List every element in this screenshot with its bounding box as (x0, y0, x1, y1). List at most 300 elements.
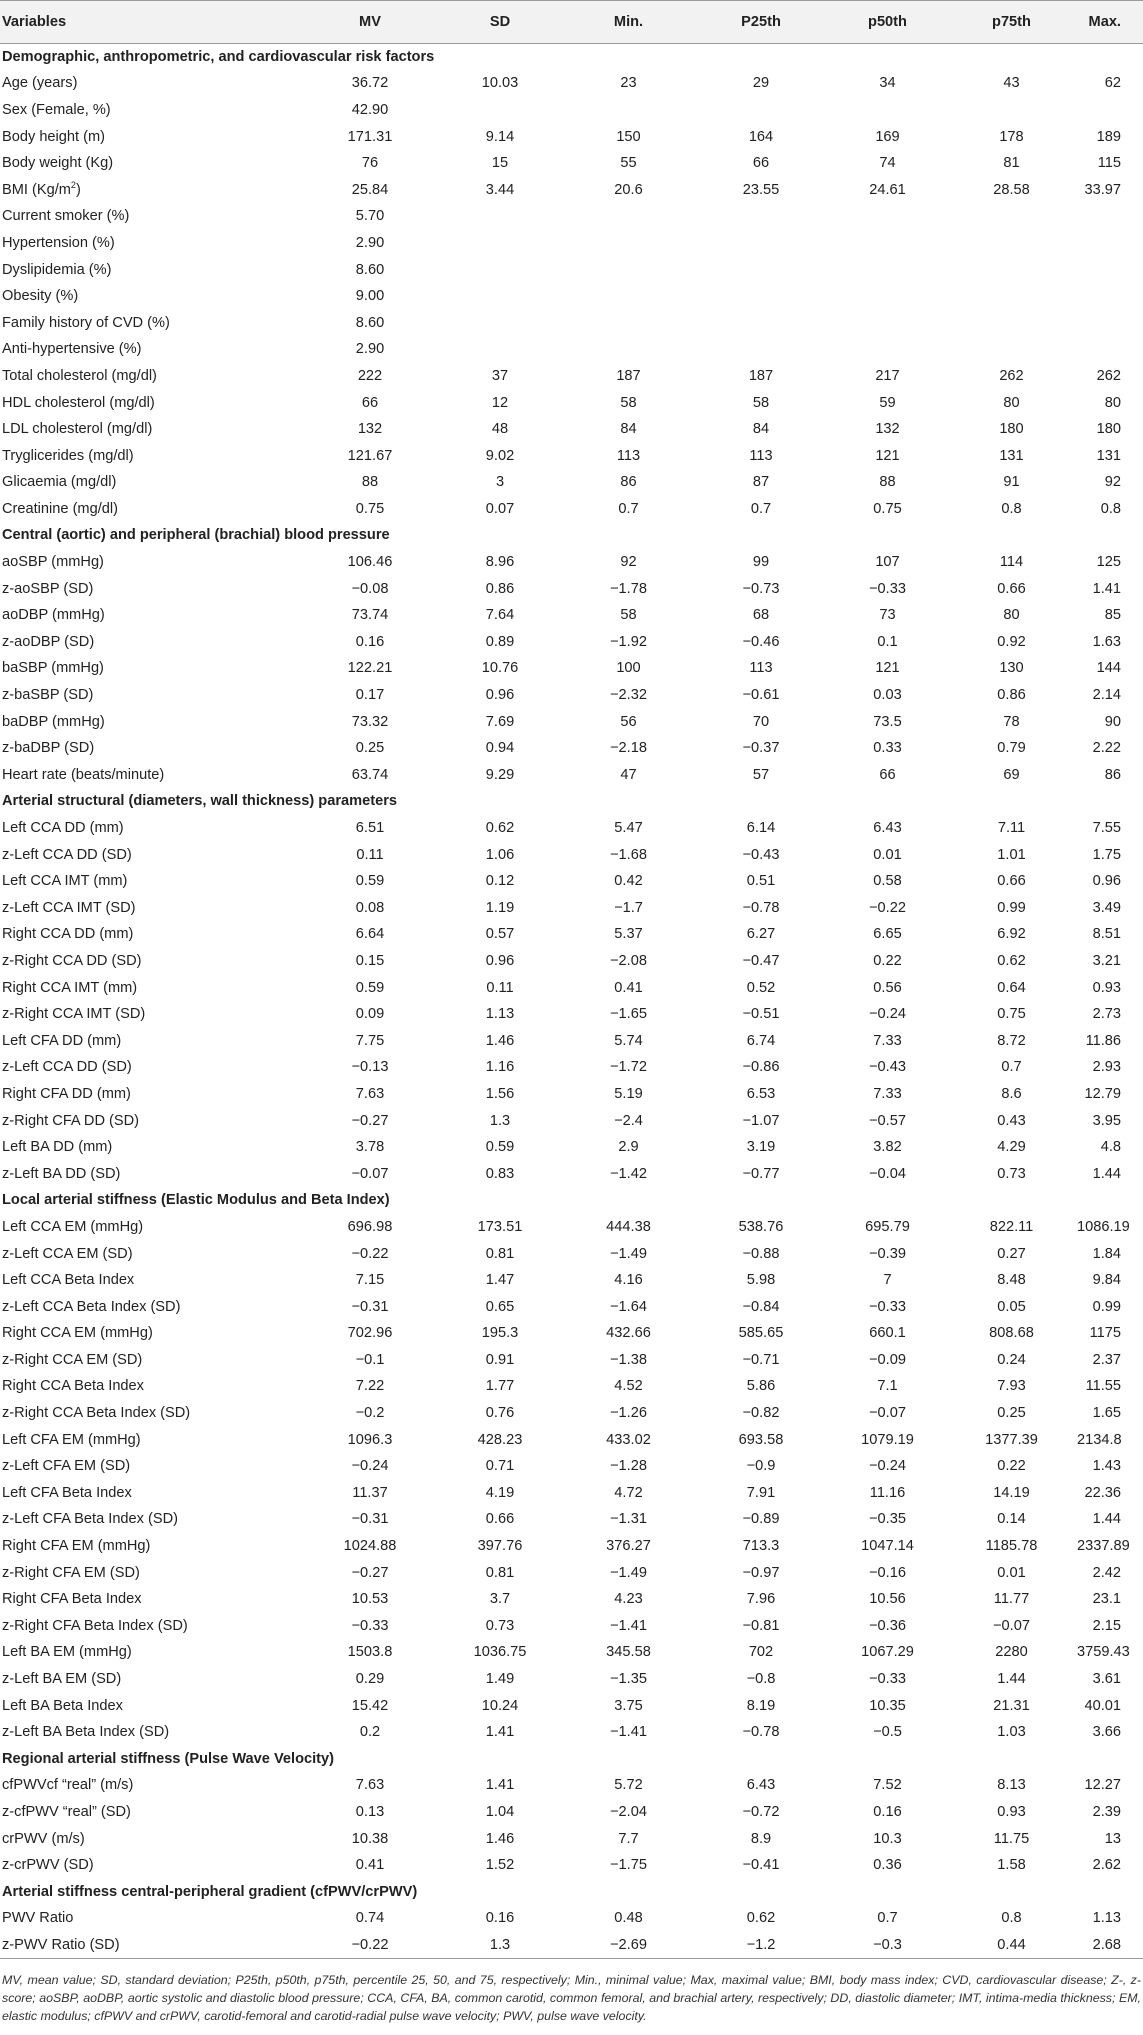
cell-p75: 14.19 (993, 1484, 1030, 1501)
table-row (0, 868, 1143, 895)
table-row (0, 815, 1143, 842)
cell-sd: 1036.75 (473, 1644, 527, 1661)
cell-p25 (697, 203, 825, 230)
cell-max: 3.61 (1092, 1671, 1121, 1688)
cell-sd: 9.29 (485, 766, 515, 783)
cell-max (1073, 336, 1143, 363)
cell-max: 11.55 (1085, 1378, 1121, 1395)
cell-p50: −0.43 (869, 1059, 906, 1076)
cell-mv: 25.84 (351, 181, 389, 198)
cell-max: 2.68 (1073, 1932, 1143, 1959)
cell-p50: 0.1 (877, 633, 898, 650)
cell-p25: −0.9 (746, 1458, 776, 1475)
cell-p50: 6.65 (873, 926, 902, 943)
cell-variable: z-crPWV (SD) (2, 1857, 94, 1874)
table-row (0, 469, 1143, 496)
cell-sd: 0.83 (485, 1165, 515, 1182)
table-row (0, 629, 1143, 656)
cell-p75: 69 (1003, 766, 1020, 783)
cell-sd (440, 336, 560, 363)
cell-p25: 66 (752, 155, 770, 172)
cell-min: −1.35 (610, 1671, 647, 1688)
header-mv: MV (300, 1, 440, 44)
cell-p75: 81 (1003, 155, 1020, 172)
table-row (0, 655, 1143, 682)
cell-min: −1.92 (610, 633, 647, 650)
cell-variable: Left CFA DD (mm) (2, 1032, 122, 1049)
section-header-row (0, 522, 1143, 549)
table-row (0, 1932, 1143, 1959)
cell-p75: 0.93 (997, 1803, 1026, 1820)
table-row (0, 97, 1143, 124)
cell-max: 144 (1096, 660, 1121, 677)
cell-min: 100 (616, 660, 641, 677)
cell-max: 189 (1096, 128, 1121, 145)
section-title: Demographic, anthropometric, and cardiovascular risk factors (2, 49, 435, 66)
cell-mv: 8.60 (355, 314, 385, 331)
cell-p75: 0.8 (1001, 500, 1022, 517)
cell-sd: 0.89 (485, 633, 515, 650)
section-header-row (0, 788, 1143, 815)
cell-p50: 169 (875, 128, 900, 145)
cell-mv: 0.75 (355, 500, 385, 517)
cell-sd: 1.06 (485, 846, 515, 863)
cell-p25: 8.19 (746, 1697, 776, 1714)
cell-max (1073, 203, 1143, 230)
cell-p25: −0.61 (742, 687, 780, 704)
cell-p25: −0.86 (742, 1059, 780, 1076)
cell-p50: 660.1 (869, 1325, 906, 1342)
cell-min: −1.68 (610, 846, 647, 863)
cell-sd: 9.14 (485, 128, 515, 145)
cell-variable: Glicaemia (mg/dl) (2, 474, 117, 491)
cell-sd: 0.94 (485, 740, 515, 757)
cell-variable: aoSBP (mmHg) (2, 554, 104, 571)
cell-variable: Hypertension (%) (2, 234, 115, 251)
cell-p50: 10.3 (873, 1830, 902, 1847)
cell-sd: 1.77 (485, 1378, 515, 1395)
cell-variable: Tryglicerides (mg/dl) (2, 447, 134, 464)
cell-variable: z-Left BA DD (SD) (2, 1165, 121, 1182)
cell-variable: Family history of CVD (%) (2, 314, 170, 331)
table-row (0, 230, 1143, 257)
header-variables: Variables (0, 1, 300, 44)
section-title: Regional arterial stiffness (Pulse Wave Velocity) (2, 1750, 334, 1767)
cell-max: 2.14 (1092, 687, 1121, 704)
table-row (0, 1506, 1143, 1533)
cell-mv: 76 (361, 155, 379, 172)
cell-mv: 7.63 (355, 1777, 385, 1794)
cell-mv: 7.15 (355, 1272, 385, 1289)
cell-variable: Right CCA IMT (mm) (2, 979, 138, 996)
cell-mv: 0.59 (355, 979, 385, 996)
cell-max (1073, 283, 1143, 310)
cell-sd: 1.3 (489, 1112, 511, 1129)
cell-min: 92 (620, 554, 637, 571)
cell-mv: 11.37 (352, 1484, 388, 1501)
cell-min: −2.32 (610, 687, 647, 704)
cell-mv: −0.07 (351, 1165, 389, 1182)
cell-sd (440, 230, 560, 257)
cell-p50: 121 (875, 660, 900, 677)
cell-min: 86 (620, 474, 637, 491)
cell-p25 (697, 97, 825, 124)
table-row (0, 1426, 1143, 1453)
cell-p75: 0.8 (1001, 1910, 1022, 1927)
section-header-row (0, 1187, 1143, 1214)
cell-max: 90 (1104, 713, 1121, 730)
cell-mv: 66 (361, 394, 379, 411)
cell-variable: z-cfPWV “real” (SD) (2, 1803, 131, 1820)
cell-max: 86 (1104, 766, 1121, 783)
cell-min: −1.64 (610, 1298, 647, 1315)
cell-variable: Sex (Female, %) (2, 101, 111, 118)
cell-mv: 73.32 (351, 713, 389, 730)
cell-variable: Left CCA IMT (mm) (2, 873, 128, 890)
cell-variable: Anti-hypertensive (%) (2, 341, 142, 358)
cell-p25: 693.58 (738, 1431, 784, 1448)
cell-max: 80 (1104, 394, 1121, 411)
cell-variable: Current smoker (%) (2, 208, 130, 225)
cell-min: 187 (616, 367, 641, 384)
cell-p25: −0.82 (742, 1405, 780, 1422)
cell-p50: 6.43 (873, 820, 902, 837)
cell-variable: z-Left CCA EM (SD) (2, 1245, 133, 1262)
cell-sd: 1.52 (485, 1857, 515, 1874)
cell-p25: −1.07 (742, 1112, 780, 1129)
cell-variable: z-Right CFA Beta Index (SD) (2, 1617, 188, 1634)
cell-p75: 130 (999, 660, 1024, 677)
cell-min: 47 (620, 766, 637, 783)
cell-p75: 0.7 (1001, 1059, 1022, 1076)
cell-sd: 9.02 (485, 447, 515, 464)
cell-mv: 42.90 (351, 101, 389, 118)
cell-p50: 10.56 (869, 1591, 906, 1608)
cell-variable: PWV Ratio (2, 1910, 74, 1927)
table-row (0, 389, 1143, 416)
cell-p25: −0.97 (742, 1564, 780, 1581)
cell-min: 150 (616, 128, 641, 145)
cell-p75: 0.27 (997, 1245, 1026, 1262)
cell-p50: −0.3 (825, 1932, 950, 1959)
cell-p50: 0.16 (873, 1803, 902, 1820)
cell-mv: −0.08 (351, 580, 389, 597)
section-title: Arterial stiffness central-peripheral gradient (cfPWV/crPWV) (2, 1883, 418, 1900)
cell-min: 5.74 (614, 1032, 643, 1049)
cell-p25: 29 (752, 75, 770, 92)
cell-p75: 0.66 (997, 580, 1026, 597)
cell-p50: 695.79 (865, 1218, 910, 1235)
cell-min: 5.37 (614, 926, 643, 943)
cell-p50: 1067.29 (861, 1644, 914, 1661)
cell-mv: 2.90 (355, 234, 385, 251)
cell-max: 2.42 (1092, 1564, 1121, 1581)
table-row (0, 123, 1143, 150)
cell-sd: 0.57 (485, 926, 515, 943)
cell-p50: 10.35 (869, 1697, 906, 1714)
cell-max: 2.39 (1092, 1803, 1121, 1820)
cell-mv: 0.2 (359, 1724, 381, 1741)
cell-variable: Left CFA EM (mmHg) (2, 1431, 141, 1448)
cell-p75: 0.86 (997, 687, 1026, 704)
cell-p50: 74 (879, 155, 896, 172)
cell-p50: 0.01 (873, 846, 902, 863)
table-row (0, 1639, 1143, 1666)
cell-sd: 7.69 (485, 713, 515, 730)
cell-mv: −0.1 (355, 1351, 385, 1368)
cell-max: 2.22 (1092, 740, 1121, 757)
cell-mv: 15.42 (351, 1697, 389, 1714)
cell-sd: 0.07 (485, 500, 515, 517)
cell-p25: −0.47 (742, 952, 780, 969)
cell-mv: 106.46 (347, 554, 393, 571)
cell-sd: 0.81 (485, 1245, 515, 1262)
cell-sd (440, 203, 560, 230)
cell-sd: 7.64 (485, 607, 515, 624)
cell-max: 2.15 (1092, 1617, 1121, 1634)
cell-max: 11.86 (1085, 1032, 1121, 1049)
cell-p75: 11.75 (993, 1830, 1030, 1847)
table-row (0, 150, 1143, 177)
cell-p25: −0.71 (742, 1351, 780, 1368)
cell-mv: 0.13 (355, 1803, 385, 1820)
cell-p75: 262 (999, 367, 1024, 384)
cell-max: 1.44 (1092, 1511, 1121, 1528)
cell-p25: −0.72 (742, 1803, 780, 1820)
cell-sd: 1.46 (485, 1830, 515, 1847)
cell-mv: 0.25 (355, 740, 385, 757)
cell-min (560, 256, 697, 283)
table-row (0, 602, 1143, 629)
cell-p25: −0.78 (742, 1724, 780, 1741)
cell-mv: 0.15 (355, 952, 385, 969)
table-row (0, 203, 1143, 230)
cell-p25: 5.86 (746, 1378, 776, 1395)
table-row (0, 496, 1143, 523)
cell-p25: 113 (749, 660, 773, 677)
cell-sd (440, 97, 560, 124)
cell-variable: Left CCA Beta Index (2, 1272, 135, 1289)
cell-min: 5.72 (614, 1777, 643, 1794)
cell-p25: −0.73 (742, 580, 780, 597)
cell-mv: 132 (357, 421, 383, 438)
cell-variable: Left BA Beta Index (2, 1697, 123, 1714)
cell-mv: −0.31 (351, 1511, 389, 1528)
table-row (0, 1719, 1143, 1746)
cell-mv: 0.09 (355, 1006, 385, 1023)
cell-p50: −0.33 (869, 1298, 906, 1315)
cell-mv: 63.74 (351, 766, 389, 783)
table-row (0, 1240, 1143, 1267)
cell-p75: 0.92 (997, 633, 1026, 650)
cell-mv: −0.22 (351, 1245, 389, 1262)
table-row (0, 1852, 1143, 1879)
cell-min: −1.72 (610, 1059, 647, 1076)
cell-p50: 0.75 (873, 500, 902, 517)
cell-variable: Body height (m) (2, 128, 106, 145)
cell-sd: 3.44 (485, 181, 515, 198)
cell-p50: 0.36 (873, 1857, 902, 1874)
cell-p25: 585.65 (738, 1325, 784, 1342)
cell-variable (0, 176, 300, 203)
cell-variable: Obesity (%) (2, 288, 79, 305)
cell-variable: Left CCA DD (mm) (2, 820, 124, 837)
cell-p25: 68 (752, 607, 770, 624)
table-row (0, 1320, 1143, 1347)
cell-min: 3.75 (614, 1697, 643, 1714)
cell-p75: 0.73 (997, 1165, 1026, 1182)
table-row (0, 1373, 1143, 1400)
cell-mv: 0.08 (355, 899, 385, 916)
cell-max: 131 (1096, 447, 1121, 464)
table-row (0, 1267, 1143, 1294)
cell-mv: 0.41 (355, 1857, 385, 1874)
cell-sd: 0.62 (485, 820, 515, 837)
cell-min: −2.18 (610, 740, 647, 757)
cell-p25: 6.14 (746, 820, 776, 837)
section-header-row (0, 1746, 1143, 1773)
cell-p50: −0.16 (869, 1564, 906, 1581)
cell-sd: 1.19 (485, 899, 515, 916)
cell-p25: −0.89 (742, 1511, 780, 1528)
cell-variable: Right CFA DD (mm) (2, 1085, 131, 1102)
cell-max: 33.97 (1084, 181, 1121, 198)
cell-p25 (697, 230, 825, 257)
cell-mv: 7.75 (355, 1032, 385, 1049)
cell-variable: Dyslipidemia (%) (2, 261, 112, 278)
cell-p75: 80 (1003, 607, 1020, 624)
cell-max: 23.1 (1092, 1591, 1121, 1608)
cell-variable: z-Left CFA Beta Index (SD) (2, 1511, 179, 1528)
cell-p50: 0.33 (873, 740, 902, 757)
cell-max: 2.73 (1092, 1006, 1121, 1023)
section-header-row (0, 1878, 1143, 1905)
cell-p25: −0.41 (742, 1857, 780, 1874)
cell-p75: 8.6 (1001, 1085, 1022, 1102)
cell-p75: 1.03 (997, 1724, 1026, 1741)
cell-p25: −0.77 (742, 1165, 780, 1182)
cell-p75: 21.31 (993, 1697, 1030, 1714)
cell-sd: 12 (491, 394, 509, 411)
cell-sd: 0.16 (485, 1910, 515, 1927)
cell-mv: −0.27 (351, 1564, 389, 1581)
table-row (0, 1347, 1143, 1374)
cell-mv: −0.22 (300, 1932, 440, 1959)
table-row (0, 309, 1143, 336)
cell-min: −2.4 (614, 1112, 643, 1129)
cell-p25: 113 (749, 447, 773, 464)
cell-variable: Heart rate (beats/minute) (2, 766, 165, 783)
cell-min: 433.02 (606, 1431, 651, 1448)
cell-sd: 0.71 (485, 1458, 515, 1475)
cell-min: 444.38 (606, 1218, 651, 1235)
cell-p75: 0.22 (997, 1458, 1026, 1475)
cell-p75: 0.79 (997, 740, 1026, 757)
cell-p50: −0.04 (869, 1165, 906, 1182)
cell-max: 1.65 (1092, 1405, 1121, 1422)
cell-p75: 178 (999, 128, 1024, 145)
table-row (0, 1905, 1143, 1932)
cell-p25: 57 (752, 766, 770, 783)
cell-p25: 702 (748, 1644, 774, 1661)
cell-sd: 0.11 (486, 979, 514, 996)
cell-p75: −0.07 (993, 1617, 1030, 1634)
cell-p50 (825, 283, 950, 310)
cell-min: 0.41 (614, 979, 643, 996)
cell-sd: 1.41 (485, 1724, 515, 1741)
cell-p75: 0.24 (997, 1351, 1026, 1368)
cell-p50: 73.5 (873, 713, 902, 730)
cell-p75: 0.62 (997, 952, 1026, 969)
cell-p75: 822.11 (989, 1218, 1034, 1235)
cell-max (1073, 309, 1143, 336)
cell-min (560, 283, 697, 310)
cell-variable: z-aoDBP (SD) (2, 633, 95, 650)
cell-max: 12.79 (1084, 1085, 1121, 1102)
cell-sd: 48 (491, 421, 509, 438)
cell-max: 2.37 (1092, 1351, 1121, 1368)
cell-p75: 8.72 (997, 1032, 1026, 1049)
cell-min: −1.7 (614, 899, 643, 916)
cell-sd: 10.03 (481, 75, 519, 92)
cell-sd: 1.41 (485, 1777, 515, 1794)
table-row (0, 1453, 1143, 1480)
cell-p75: 78 (1003, 713, 1020, 730)
cell-p25: −0.43 (742, 846, 780, 863)
cell-p25: −1.2 (697, 1932, 825, 1959)
table-row (0, 1081, 1143, 1108)
cell-min: −1.65 (610, 1006, 647, 1023)
header-p25: P25th (697, 1, 825, 44)
cell-max: 1086.19 (1077, 1218, 1130, 1235)
cell-p50 (825, 336, 950, 363)
cell-mv: 702.96 (347, 1325, 393, 1342)
cell-variable: Left CCA EM (mmHg) (2, 1218, 144, 1235)
cell-p75 (950, 309, 1073, 336)
table-row (0, 1027, 1143, 1054)
cell-p50: −0.33 (869, 1671, 906, 1688)
cell-max: 1175 (1089, 1325, 1121, 1342)
cell-min: −1.75 (610, 1857, 647, 1874)
cell-p50 (825, 97, 950, 124)
cell-variable: z-baDBP (SD) (2, 740, 95, 757)
cell-variable: Total cholesterol (mg/dl) (2, 367, 157, 384)
cell-max: 8.51 (1092, 926, 1121, 943)
cell-max: 180 (1096, 421, 1121, 438)
cell-variable: z-Left CFA EM (SD) (2, 1458, 131, 1475)
cell-variable: z-Left CCA IMT (SD) (2, 899, 136, 916)
cell-min: −1.31 (610, 1511, 647, 1528)
cell-p25: −0.84 (742, 1298, 780, 1315)
table-row (0, 1666, 1143, 1693)
table-row (0, 921, 1143, 948)
cell-p75: 0.43 (997, 1112, 1026, 1129)
cell-min (560, 336, 697, 363)
cell-p75: 1.01 (997, 846, 1026, 863)
cell-sd: 15 (491, 155, 509, 172)
cell-variable: z-Right CCA Beta Index (SD) (2, 1405, 191, 1422)
cell-max: 9.84 (1092, 1272, 1121, 1289)
cell-sd: 1.3 (440, 1932, 560, 1959)
cell-p75: 0.25 (997, 1405, 1026, 1422)
cell-p75: 114 (999, 554, 1024, 571)
cell-sd: 0.91 (485, 1351, 515, 1368)
cell-min: 23 (620, 75, 637, 92)
table-row (0, 336, 1143, 363)
cell-mv: −0.2 (355, 1405, 385, 1422)
cell-variable: Right CCA EM (mmHg) (2, 1325, 153, 1342)
cell-min: −2.04 (610, 1803, 647, 1820)
